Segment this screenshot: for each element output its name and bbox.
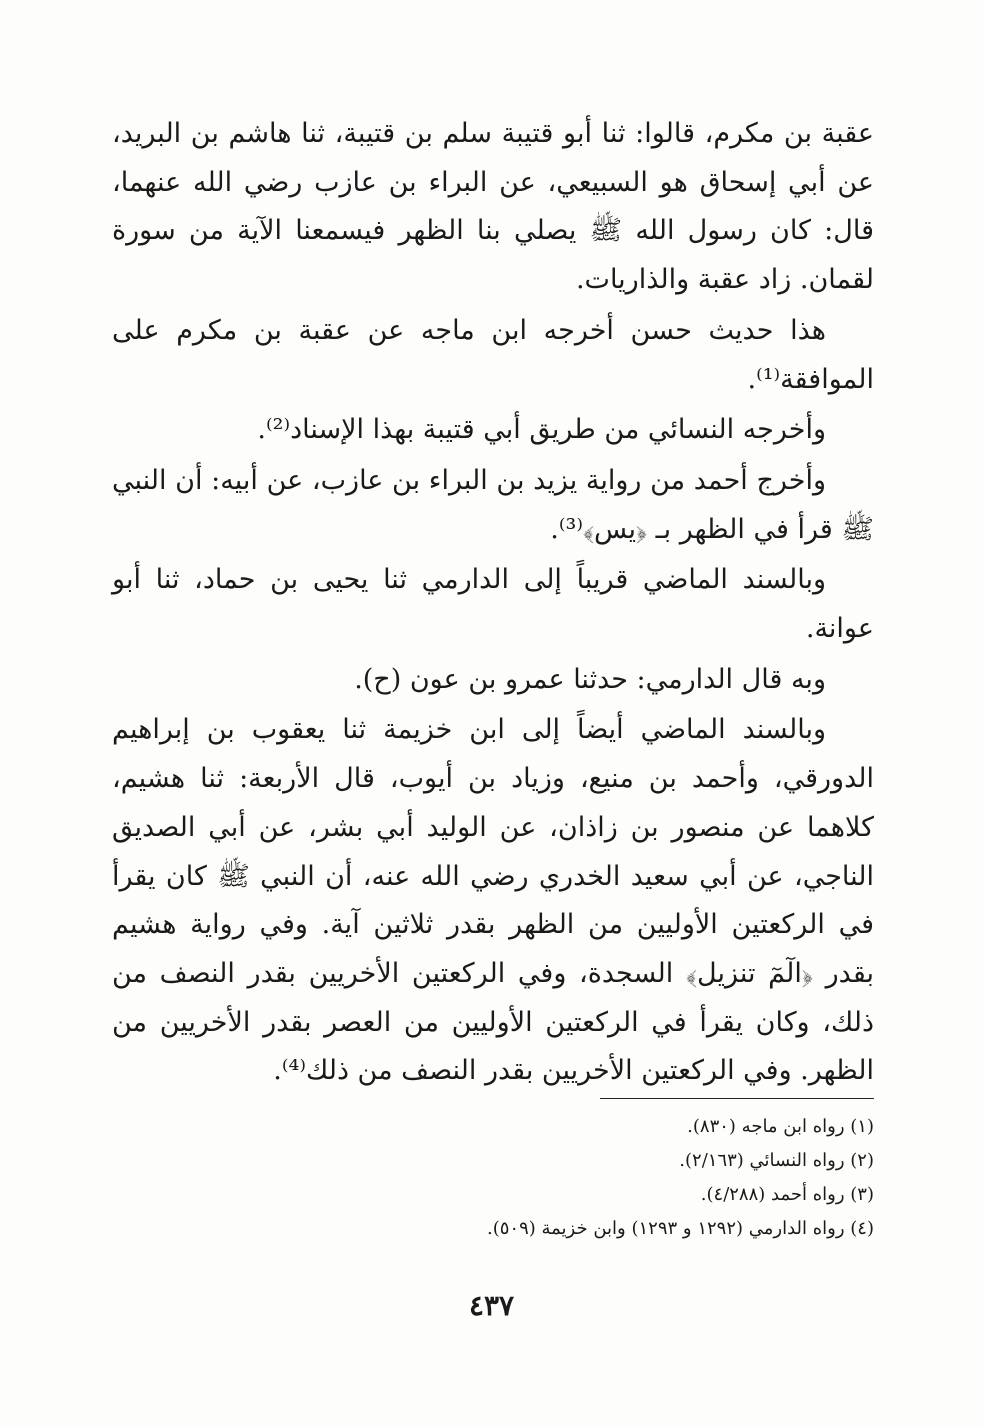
paragraph: وبالسند الماضي قريباً إلى الدارمي ثنا يحيى بن حماد، ثنا أبو عوانة.: [112, 564, 874, 645]
paragraph: عقبة بن مكرم، قالوا: ثنا أبو قتيبة سلم بن قتيبة، ثنا هاشم بن البريد، عن أبي إسحاق هو السبيعي، عن البراء بن عازب رضي الله عنهما، قال: كان رسول الله ﷺ يصلي بنا الظهر فيسمعنا الآية من سورة لقمان. زاد عقبة والذاريات.: [112, 118, 874, 296]
footnote-item: (٣) رواه أحمد (٤/٢٨٨).: [700, 1184, 874, 1205]
paragraph: وبه قال الدارمي: حدثنا عمرو بن عون (ح).: [354, 663, 826, 695]
footnote-item: (٤) رواه الدارمي (١٢٩٢ و ١٢٩٣) وابن خزيمة (٥٠٩).: [486, 1218, 874, 1239]
footnote-list: [112, 1110, 874, 1246]
footnote-item: (١) رواه ابن ماجه (٨٣٠).: [687, 1116, 874, 1137]
paragraph: وأخرج أحمد من رواية يزيد بن البراء بن عازب، عن أبيه: أن النبي ﷺ قرأ في الظهر بـ ﴿يس﴾⁽³⁾.: [112, 464, 874, 545]
page-number: ٤٣٧: [468, 1289, 515, 1322]
paragraph: وأخرجه النسائي من طريق أبي قتيبة بهذا الإسناد⁽²⁾.: [257, 414, 826, 446]
footnote-item: (٢) رواه النسائي (٢/١٦٣).: [679, 1150, 874, 1171]
footnote-separator: [600, 1098, 874, 1099]
paragraph: هذا حديث حسن أخرجه ابن ماجه عن عقبة بن مكرم على الموافقة⁽¹⁾.: [112, 314, 874, 395]
paragraph: وبالسند الماضي أيضاً إلى ابن خزيمة ثنا يعقوب بن إبراهيم الدورقي، وأحمد بن منيع، وزياد بن أيوب، قال الأربعة: ثنا هشيم، كلاهما عن منصور بن زاذان، عن الوليد أبي بشر، عن أبي الصديق الناجي، عن أبي سعيد الخدري رضي الله عنه، أن النبي ﷺ كان يقرأ في الركعتين الأوليين من الظهر بقدر ثلاثين آية. وفي رواية هشيم بقدر ﴿الٓمٓ تنزيل﴾ السجدة، وفي الركعتين الأخريين بقدر النصف من ذلك، وكان يقرأ في الركعتين الأوليين من العصر بقدر الأخريين من الظهر. وفي الركعتين الأخريين بقدر النصف من ذلك⁽⁴⁾.: [112, 714, 874, 1087]
main-text: [112, 110, 874, 1098]
